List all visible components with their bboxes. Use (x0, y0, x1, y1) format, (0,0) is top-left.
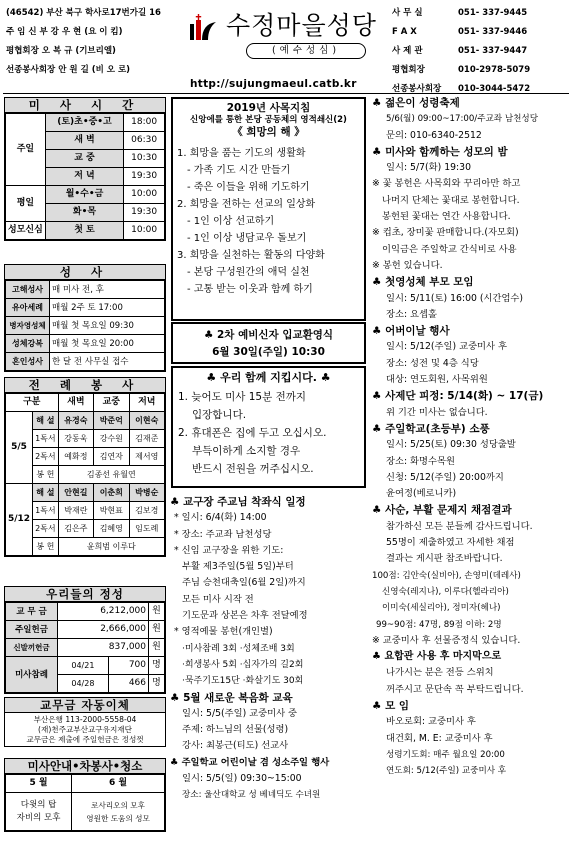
youth-title: ♣ 주일학교 어린이날 겸 성소주일 행사 (170, 756, 330, 768)
liturgy-service-table: 구분 새벽 교중 저녁 5/5 해 설 유경숙 박준억 이현숙 1독서 강동욱 강수원 김재준 2독서 예화정 김연자 제서영 봉 헌 김종선 유월연 5/12 해 설 안현길 이춘희 박병순 1독서 박재란 박현표 김보경 2독서 김은주 김혜영 임도례 봉 헌 윤희범 이루다 (5, 393, 165, 556)
notice-first-communion: ♣ 첫영성체 부모 모임 일시: 5/11(토) 16:00 (시간엄수) 장소: 요셉홀 (372, 276, 524, 320)
club-icon: ♣ (372, 276, 386, 289)
sacrament-title: 성 사 (5, 265, 165, 280)
pastor: 주 임 신 부 강 우 현 (요 이 킴) (6, 27, 123, 37)
notice-priest-retreat: ♣ 사제단 피정: 5/14(화) ~ 17(금) 위 기간 미사는 없습니다. (372, 390, 544, 418)
parish-title: 수정마을성당 (226, 11, 377, 40)
pastoral-plan-list: 1. 희망을 품는 기도의 생활화 - 가족 기도 시간 만들기 - 죽은 이들을 위해 기도하기 2. 희망을 전하는 선교의 일상화 - 1인 이상 선교하기 - 1인 이상 냉담교우 돌보기 3. 희망을 실천하는 활동의 다양화 - 본당 구성원간의 애덕 실천 - 고통 받는 이웃과 함께 하기 (177, 147, 325, 295)
transfer-note: 교무금은 제출에 주일헌금은 정성껏 (26, 735, 144, 745)
pastoral-plan-title: 2019년 사목지침 (226, 102, 311, 114)
club-icon: ♣ (372, 145, 386, 158)
contact-fax: F A X 051- 337-9446 (392, 27, 528, 37)
offering-title: 우리들의 정성 (5, 587, 165, 602)
pastoral-plan-subtitle: 신앙에를 통한 본당 공동체의 영적쇄신(2) (190, 115, 347, 126)
parish-subtitle: (예수성심) (246, 43, 366, 59)
mass-times-box (4, 97, 166, 241)
liturgy-service-title: 전 례 봉 사 (5, 378, 165, 393)
bishop-title: ♣ 교구장 주교님 착좌식 일정 (170, 496, 306, 508)
bank-holder: (재)천주교부산교구유지재단 (38, 725, 132, 735)
rules-title: ♣ 우리 함께 지킵시다. ♣ (206, 371, 331, 384)
mass-times-table: 주일 (토)초•중•고 18:00 새 벽 06:30 교 중 10:30 저 녁 19:30 평일 월•수•금 10:00 화•목 19:30 성모신심 첫 토 10:00 (5, 113, 165, 240)
club-icon: ♣ (170, 756, 182, 768)
liturgy-service-box (4, 377, 166, 557)
club-icon: ♣ (372, 504, 386, 517)
club-icon: ♣ (372, 390, 386, 403)
club-icon: ♣ (372, 422, 386, 435)
guide-box (4, 758, 166, 832)
notice-school-picnic: ♣ 주일학교(초등부) 소풍 일시: 5/25(토) 09:30 성당출발 장소: 화명수목원 신청: 5/12(주일) 20:00까지 윤여정(베로니카) (372, 422, 516, 500)
catechumen-date: 6월 30일(주일) 10:30 (212, 346, 325, 358)
church-logo-icon (188, 14, 220, 42)
offering-table: 교 무 금 6,212,000 원 주일헌금 2,666,000 원 신발끼헌금 837,000 원 미사참례 04/21 700 명 04/28 466 명 (5, 602, 165, 693)
guide-title: 미사안내•차봉사•청소 (5, 759, 165, 774)
funeral-head: 선종봉사회장 안 원 길 (비 오 로) (6, 65, 131, 75)
auto-transfer-title: 교무금 자동이체 (5, 698, 165, 713)
pastoral-plan-box (171, 97, 366, 321)
club-icon: ♣ (372, 97, 386, 109)
header-left-info (6, 4, 166, 80)
club-icon: ♣ (372, 699, 386, 712)
address: (46542) 부산 북구 학사로17번가길 16 (6, 8, 161, 18)
club-icon: ♣ (372, 651, 385, 663)
notice-parents-day: ♣ 어버이날 행사 일시: 5/12(주일) 교중미사 후 장소: 성전 및 4층 식당 대상: 연도회원, 사목위원 (372, 325, 507, 386)
auto-transfer-box (4, 697, 166, 747)
catechumen-title: ♣ 2차 예비신자 입교환영식 (203, 329, 334, 341)
guide-table: 5 월 6 월 다윗의 탑 자비의 모후 로사리오의 모후 영원한 도움의 성모 (5, 774, 165, 831)
club-icon: ♣ (170, 691, 184, 704)
parish-title-block (186, 10, 384, 66)
sacrament-box (4, 264, 166, 372)
header-contacts (392, 4, 572, 99)
contact-funeral: 선종봉사회장 010-3044-5472 (392, 84, 531, 94)
notice-meetings: ♣ 모 임 바오로회: 교중미사 후 대건회, M. E: 교중미사 후 성령기도회: 매주 월요일 20:00 연도회: 5/12(주일) 교중미사 후 (372, 699, 507, 777)
notice-hall-usage: ♣ 요합관 사용 후 마지막으로 나가시는 분은 전등 스위치 꺼주시고 문단속 꼭 부탁드립니다. (372, 651, 524, 695)
bank-account: 부산은행 113-2000-5558-04 (33, 715, 137, 725)
contact-office: 사 무 실 051- 337-9445 (392, 8, 528, 18)
header-divider (3, 93, 569, 94)
pastoral-plan-theme: 《 희망의 해 》 (232, 125, 305, 138)
sacrament-table: 고해성사 매 미사 전, 후 유아세례 매월 2주 토 17:00 병자영성체 매월 첫 목요일 09:30 성체강복 매월 첫 목요일 20:00 혼인성사 한 달 전 사무실 접수 (5, 280, 165, 371)
club-icon: ♣ (372, 325, 386, 338)
website-link[interactable]: http://sujungmaeul.catb.kr (190, 78, 357, 90)
right-notices (372, 95, 572, 779)
edu-title: ♣ 5월 새로운 복음화 교육 (170, 691, 293, 704)
catechumen-box (171, 322, 366, 364)
offering-box (4, 586, 166, 694)
notice-mary-night: ♣ 미사와 함께하는 성모의 밤 일시: 5/7(화) 19:30 ※ 꽃 봉헌은 사목회와 꾸리아만 하고 나머지 단체는 꽃대로 봉헌합니다. 봉헌된 꽃대는 연간 사용합니다. ※ 컵초, 장미꽃 판매합니다.(자모회) 이익금은 주일학교 간식비로 사용 ※ 봉헌 있습니다. (372, 145, 521, 271)
notice-youth-festival: ♣ 젊은이 성령축제 5/6(월) 09:00~17:00/주교좌 남천성당 문의: 010-6340-2512 (372, 97, 539, 141)
rules-box: ♣ 우리 함께 지킵시다. ♣ 1. 늦어도 미사 15분 전까지 입장합니다. 2. 휴대폰은 집에 두고 오십시오. 부득이하게 소지할 경우 반드시 전원을 꺼주십시오. (171, 366, 366, 488)
contact-council: 평협회장 010-2978-5079 (392, 65, 531, 75)
council-head: 평협회장 오 복 규 (기브리엘) (6, 46, 116, 56)
club-icon: ♣ (170, 496, 184, 508)
notice-quiz-results: ♣ 사순, 부활 문제지 채점결과 참가하신 모든 분들께 감사드립니다. 55명이 제출하였고 자세한 채점 결과는 게시판 참조바랍니다. 100점: 김안숙(실비아), 손영미(데레사) 신영숙(레지나), 이루다(헬라리아) 이미숙(세실리아), 정미자(헤나) 99~90점: 47명, 89점 이하: 2명 ※ 교중미사 후 선물증정식 있습니다. (372, 504, 533, 646)
mass-times-title: 미 사 시 간 (5, 98, 165, 113)
contact-rectory: 사 제 관 051- 337-9447 (392, 46, 528, 56)
center-notices: ♣ 교구장 주교님 착좌식 일정 * 일시: 6/4(화) 14:00 * 장소: 주교좌 남천성당 * 신임 교구장을 위한 기도: 부활 제3주일(5월 5일)부터 주님 승천대축일(6월 2일)까지 모든 미사 시작 전 기도문과 상본은 차후 전달예정 * 영적예물 봉헌(개인별) ·미사참례 3회 ·성체조배 3회 ·희생봉사 5회 ·십자가의 길2회 ·묵주기도15단 ·화살기도 30회 ♣ 5월 새로운 복음화 교육 일시: 5/5(주일) 교중미사 중 주제: 하느님의 선물(성령) 강사: 최봉근(티도) 선교사 ♣ 주일학교 어린이날 겸 성소주일 행사 일시: 5/5(일) 09:30~15:00 장소: 울산대학교 성 베네딕도 수녀원 (170, 494, 370, 804)
